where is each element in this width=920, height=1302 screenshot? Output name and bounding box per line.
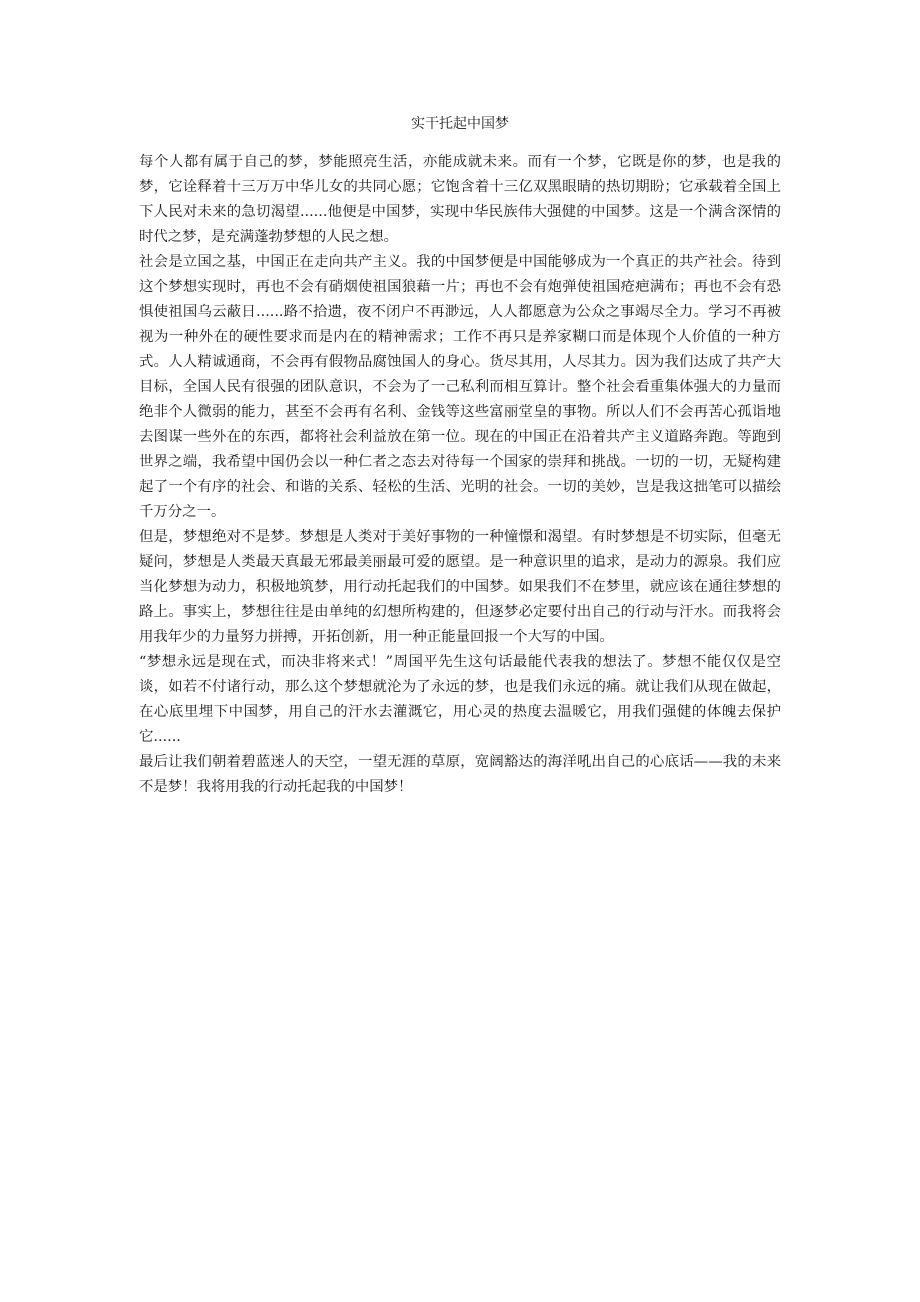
document-body (139, 150, 781, 800)
paragraph-1: 每个人都有属于自己的梦，梦能照亮生活，亦能成就未来。而有一个梦，它既是你的梦，也是我的梦，它诠释着十三万万中华儿女的共同心愿；它饱含着十三亿双黑眼睛的热切期盼；它承载着全国上下人民对未来的急切渴望......他便是中国梦，实现中华民族伟大强健的中国梦。这是一个满含深情的时代之梦，是充满蓬勃梦想的人民之想。 (139, 154, 781, 245)
paragraph-4: “梦想永远是现在式，而决非将来式！”周国平先生这句话最能代表我的想法了。梦想不能仅仅是空谈，如若不付诸行动，那么这个梦想就沦为了永远的梦，也是我们永远的痛。就让我们从现在做起，在心底里埋下中国梦，用自己的汗水去灌溉它，用心灵的热度去温暖它，用我们强健的体魄去保护它...... (139, 654, 781, 745)
document-title: 实干托起中国梦 (411, 116, 509, 132)
paragraph-5: 最后让我们朝着碧蓝迷人的天空，一望无涯的草原，宽阔豁达的海洋吼出自己的心底话——我的未来不是梦！我将用我的行动托起我的中国梦！ (139, 754, 781, 795)
paragraph-2: 社会是立国之基，中国正在走向共产主义。我的中国梦便是中国能够成为一个真正的共产社会。待到这个梦想实现时，再也不会有硝烟使祖国狼藉一片；再也不会有炮弹使祖国疮疤满布；再也不会有恐惧使祖国乌云蔽日......路不拾遗，夜不闭户不再渺远，人人都愿意为公众之事竭尽全力。学习不再被视为一种外在的硬性要求而是内在的精神需求；工作不再只是养家糊口而是体现个人价值的一种方式。人人精诚通商，不会再有假物品腐蚀国人的身心。货尽其用，人尽其力。因为我们达成了共产大目标，全国人民有很强的团队意识，不会为了一己私利而相互算计。整个社会看重集体强大的力量而绝非个人微弱的能力，甚至不会再有名利、金钱等这些富丽堂皇的事物。所以人们不会再苦心孤诣地去图谋一些外在的东西，都将社会利益放在第一位。现在的中国正在沿着共产主义道路奔跑。等跑到世界之端，我希望中国仍会以一种仁者之态去对待每一个国家的崇拜和挑战。一切的一切，无疑构建起了一个有序的社会、和谐的关系、轻松的生活、光明的社会。一切的美妙，岂是我这拙笔可以描绘千万分之一。 (139, 254, 781, 520)
paragraph-3: 但是，梦想绝对不是梦。梦想是人类对于美好事物的一种憧憬和渴望。有时梦想是不切实际，但毫无疑问，梦想是人类最天真最无邪最美丽最可爱的愿望。是一种意识里的追求，是动力的源泉。我们应当化梦想为动力，积极地筑梦，用行动托起我们的中国梦。如果我们不在梦里，就应该在通往梦想的路上。事实上，梦想往往是由单纯的幻想所构建的，但逐梦必定要付出自己的行动与汗水。而我将会用我年少的力量努力拼搏，开拓创新，用一种正能量回报一个大写的中国。 (139, 529, 781, 645)
